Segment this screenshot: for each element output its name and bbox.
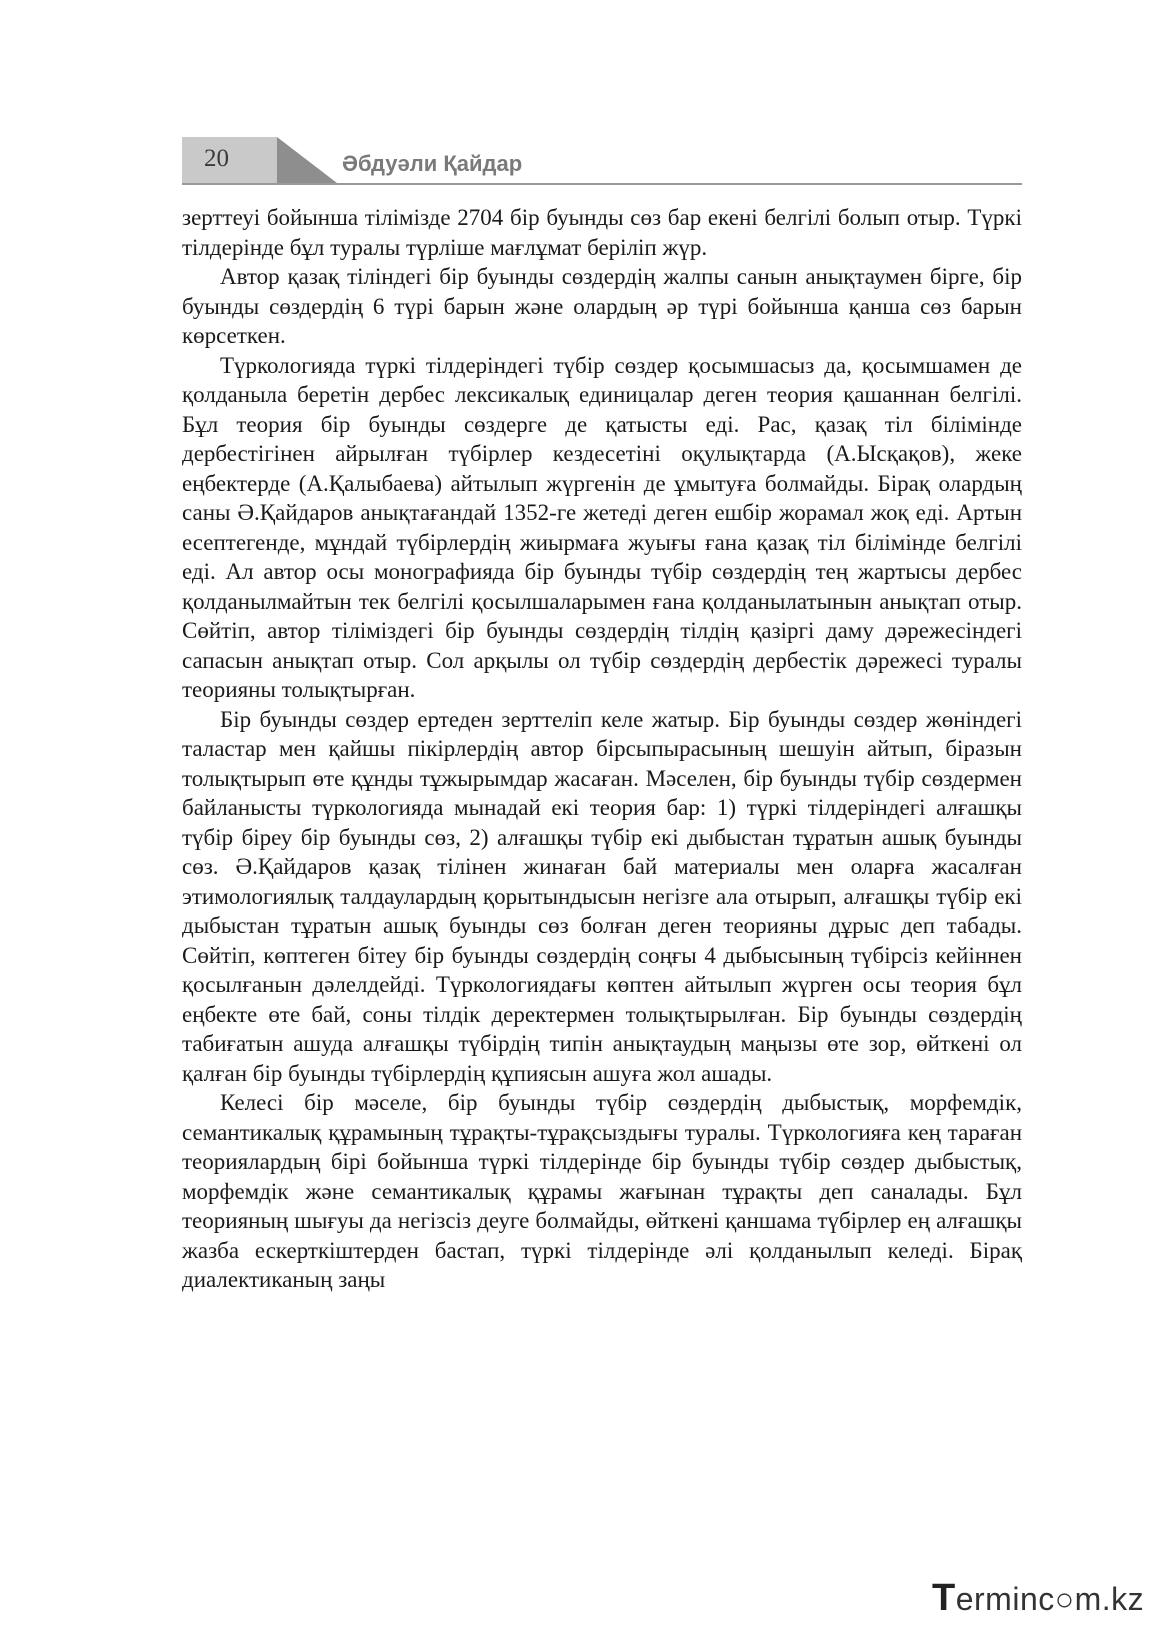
page-number: 20 <box>204 145 229 172</box>
watermark-initial: T <box>932 1577 956 1619</box>
watermark-text: erminc <box>955 1581 1055 1617</box>
paragraph-2: Автор қазақ тіліндегі бір буынды сөздердің жалпы санын анықтаумен бірге, бір буынды сөздердің 6 түрі барын және олардың әр түрі бойынша қанша сөз барын көрсеткен. <box>182 264 1022 348</box>
page-number-box <box>182 137 277 183</box>
header-wedge-decoration <box>277 137 337 183</box>
paragraph-4: Бір буынды сөздер ертеден зерттеліп келе жатыр. Бір буынды сөздер жөніндегі таластар мен қайшы пікірлердің автор бірсыпырасының шешуін айтып, біразын толықтырып өте құнды тұжырымдар жасаған. Мәселен, бір буынды түбір сөздермен байланысты түркологияда мынадай екі теория бар: 1) түркі тілдеріндегі алғашқы түбір біреу бір буынды сөз, 2) алғашқы түбір екі дыбыстан тұратын ашық буынды сөз. Ә.Қайдаров қазақ тілінен жинаған бай материалы мен оларға жасалған этимологиялық талдаулардың қорытындысын негізге ала отырып, алғашқы түбір екі дыбыстан тұратын ашық буынды сөз болған деген теорияны дұрыс деп табады. Сөйтіп, көптеген бітеу бір буынды сөздердің соңғы 4 дыбысының түбірсіз кейіннен қосылғанын дәлелдейді. Түркологиядағы көптен айтылып жүрген осы теория бұл еңбекте өте бай, соны тілдік деректермен толықтырылған. Бір буынды сөздердің табиғатын ашуда алғашқы түбірдің типін анықтаудың маңызы өте зор, өйткені ол қалған бір буынды түбірлердің құпиясын ашуға жол ашады. <box>182 706 1022 1086</box>
watermark-o-glyph: ○ <box>1054 1581 1075 1617</box>
header-divider <box>182 183 1022 185</box>
running-head-author: Әбдуәли Қайдар <box>342 151 523 176</box>
paragraph-1: зерттеуі бойынша тілімізде 2704 бір буынды сөз бар екені белгілі болып отыр. Түркі тілдерінде бұл туралы түрліше мағлұмат беріліп жүр. <box>182 205 1022 260</box>
body-text <box>182 203 1022 1295</box>
paragraph-5: Келесі бір мәселе, бір буынды түбір сөздердің дыбыстық, морфемдік, семантикалық құрамының тұрақты-тұрақсыздығы туралы. Түркологияға кең тараған теориялардың бірі бойынша түркі тілдерінде бір буынды түбір сөздер дыбыстық, морфемдік және семантикалық құрамы жағынан тұрақты деп саналады. Бұл теорияның шығуы да негізсіз деуге болмайды, өйткені қаншама түбірлер ең алғашқы жазба ескерткіштерден бастап, түркі тілдерінде әлі қолданылып келеді. Бірақ диалектиканың заңы <box>182 1090 1022 1292</box>
paragraph-3: Түркологияда түркі тілдеріндегі түбір сөздер қосымшасыз да, қосымшамен де қолданыла беретін дербес лексикалық единицалар деген теория қашаннан белгілі. Бұл теория бір буынды сөздерге де қатысты еді. Рас, қазақ тіл білімінде дербестігінен айрылған түбірлер кездесетіні оқулықтарда (А.Ысқақов), жеке еңбектерде (А.Қалыбаева) айтылып жүргенін де ұмытуға болмайды. Бірақ олардың саны Ә.Қайдаров анықтағандай 1352-ге жетеді деген ешбір жорамал жоқ еді. Артын есептегенде, мұндай түбірлердің жиырмаға жуығы ғана қазақ тіл білімінде белгілі еді. Ал автор осы монографияда бір буынды түбір сөздердің тең жартысы дербес қолданылмайтын тек белгілі қосылшаларымен ғана қолданылатынын анықтап отыр. Сөйтіп, автор тіліміздегі бір буынды сөздердің тілдің қазіргі даму дәрежесіндегі сапасын анықтап отыр. Сол арқылы ол түбір сөздердің дербестік дәрежесі туралы теорияны толықтырған. <box>182 352 1022 702</box>
page-header <box>182 137 1022 187</box>
watermark-tail: m.kz <box>1074 1581 1145 1617</box>
termincom-watermark-logo <box>932 1577 1144 1620</box>
